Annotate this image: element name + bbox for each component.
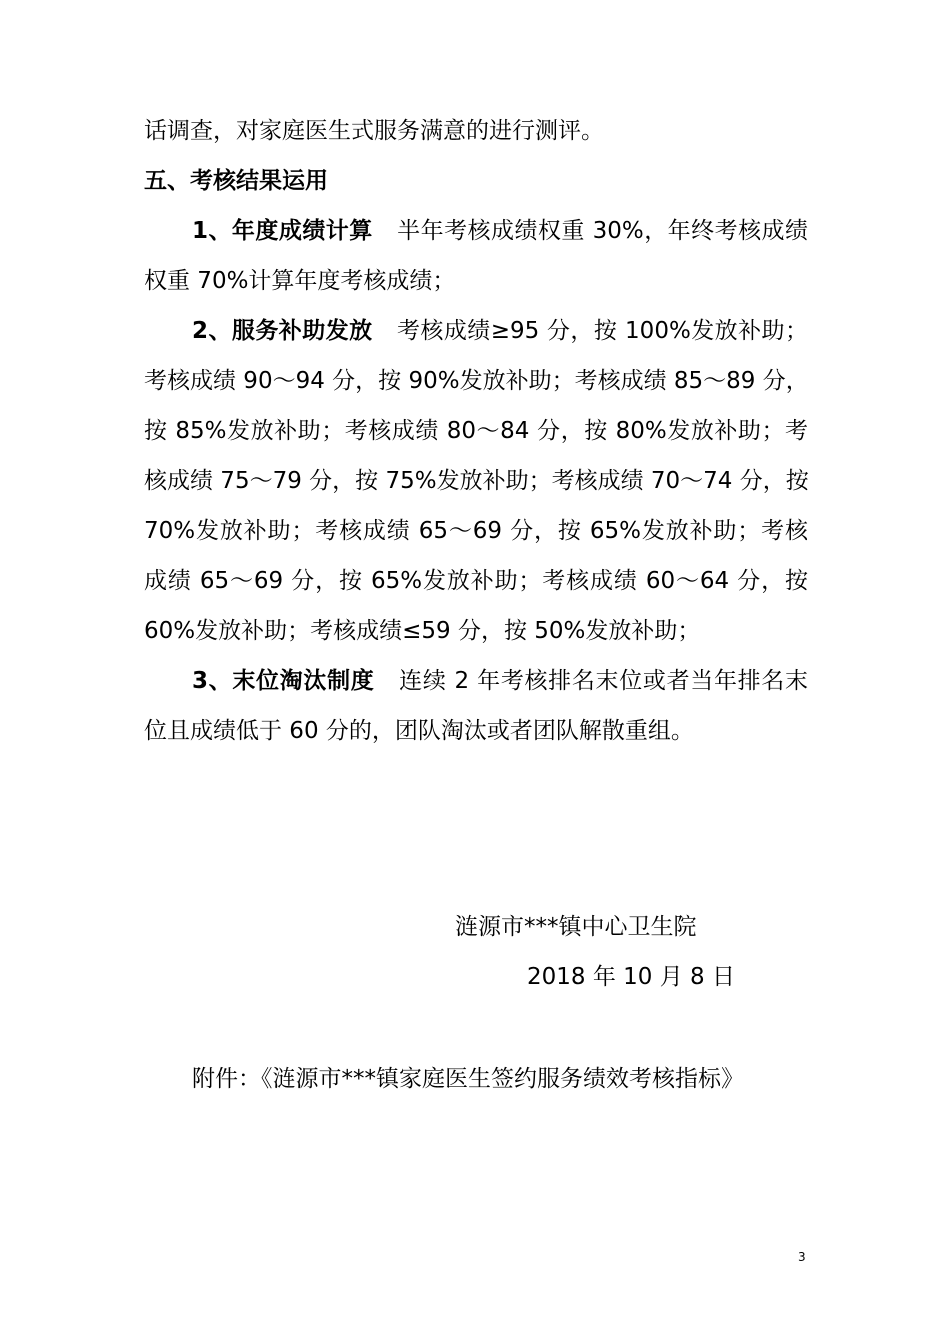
item-2-line-7: 60%发放补助；考核成绩≤59 分，按 50%发放补助；: [144, 618, 701, 644]
item-2-text: 考核成绩≥95 分，按 100%发放补助；: [396, 318, 808, 344]
page-number: 3: [798, 1250, 806, 1264]
item-3-title: 3、末位淘汰制度: [192, 668, 375, 694]
item-1-title: 1、年度成绩计算: [192, 218, 373, 244]
item-2-line-1: [192, 316, 808, 346]
attachment-note: 附件：《涟源市***镇家庭医生签约服务绩效考核指标》: [192, 1066, 744, 1092]
item-3-line-2: 位且成绩低于 60 分的，团队淘汰或者团队解散重组。: [144, 718, 694, 744]
paragraph-line: 话调查，对家庭医生式服务满意的进行测评。: [144, 118, 604, 144]
item-3-text: 连续 2 年考核排名末位或者当年排名末: [398, 668, 808, 694]
item-2-line-2: 考核成绩 90～94 分，按 90%发放补助；考核成绩 85～89 分，: [144, 368, 809, 394]
item-2-title: 2、服务补助发放: [192, 318, 373, 344]
item-2-line-3: 按 85%发放补助；考核成绩 80～84 分，按 80%发放补助；考: [144, 418, 808, 444]
item-2-line-6: 成绩 65～69 分，按 65%发放补助；考核成绩 60～64 分，按: [144, 568, 808, 594]
item-2-line-5: 70%发放补助；考核成绩 65～69 分，按 65%发放补助；考核: [144, 518, 808, 544]
item-1-line-1: [192, 216, 808, 246]
item-2-line-4: 核成绩 75～79 分，按 75%发放补助；考核成绩 70～74 分，按: [144, 468, 809, 494]
item-1-line-2: 权重 70%计算年度考核成绩；: [144, 268, 456, 294]
signature-organization: 涟源市***镇中心卫生院: [455, 914, 697, 940]
section-heading-text: 五、考核结果运用: [144, 168, 328, 194]
signature-date: 2018 年 10 月 8 日: [527, 964, 735, 990]
item-3-line-1: [192, 666, 808, 696]
section-heading: [144, 166, 808, 196]
item-1-text: 半年考核成绩权重 30%，年终考核成绩: [396, 218, 808, 244]
